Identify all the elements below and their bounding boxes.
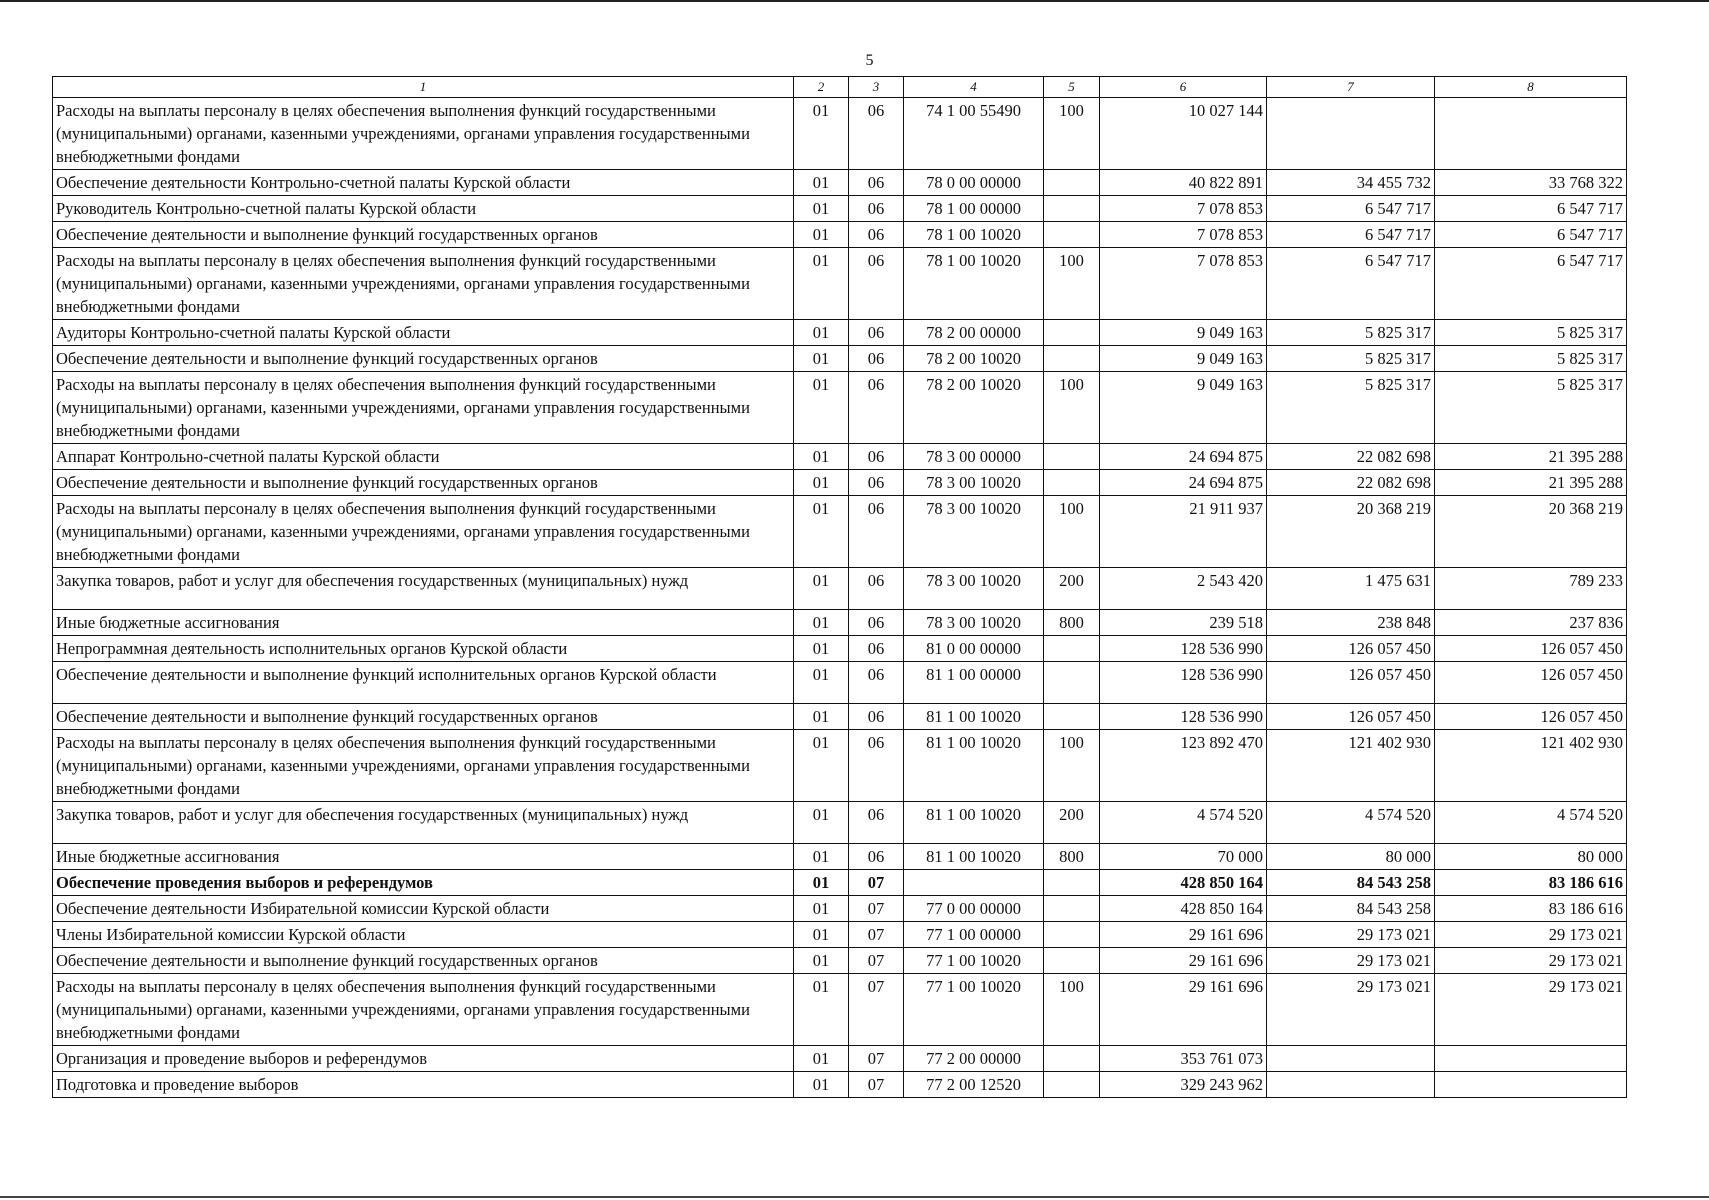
- subsection-code-cell: 06: [849, 170, 904, 196]
- amount-col6-cell: 9 049 163: [1100, 320, 1267, 346]
- amount-col8-cell: 126 057 450: [1435, 704, 1627, 730]
- target-article-cell: 81 0 00 00000: [904, 636, 1044, 662]
- amount-col6-cell: 24 694 875: [1100, 444, 1267, 470]
- table-row: [53, 196, 1627, 222]
- amount-col8-cell: 126 057 450: [1435, 662, 1627, 704]
- section-code-cell: 01: [794, 662, 849, 704]
- target-article-cell: 77 1 00 10020: [904, 948, 1044, 974]
- subsection-code-cell: 06: [849, 496, 904, 568]
- section-code-cell: 01: [794, 248, 849, 320]
- amount-col8-cell: 121 402 930: [1435, 730, 1627, 802]
- amount-col7-cell: 121 402 930: [1267, 730, 1435, 802]
- expense-type-cell: [1044, 1046, 1100, 1072]
- amount-col7-cell: 126 057 450: [1267, 636, 1435, 662]
- table-row: [53, 1046, 1627, 1072]
- amount-col8-cell: 126 057 450: [1435, 636, 1627, 662]
- amount-col7-cell: 126 057 450: [1267, 704, 1435, 730]
- table-row: [53, 372, 1627, 444]
- amount-col7-cell: [1267, 1072, 1435, 1098]
- table-row: [53, 496, 1627, 568]
- amount-col7-cell: [1267, 98, 1435, 170]
- section-code-cell: 01: [794, 170, 849, 196]
- table-row: [53, 222, 1627, 248]
- section-code-cell: 01: [794, 320, 849, 346]
- page-number: 5: [865, 52, 874, 69]
- subsection-code-cell: 06: [849, 444, 904, 470]
- target-article-cell: 78 2 00 00000: [904, 320, 1044, 346]
- amount-col7-cell: 80 000: [1267, 844, 1435, 870]
- table-row: [53, 870, 1627, 896]
- expense-type-cell: [1044, 870, 1100, 896]
- amount-col6-cell: 29 161 696: [1100, 948, 1267, 974]
- amount-col6-cell: 353 761 073: [1100, 1046, 1267, 1072]
- section-code-cell: 01: [794, 610, 849, 636]
- amount-col7-cell: 1 475 631: [1267, 568, 1435, 610]
- subsection-code-cell: 07: [849, 1072, 904, 1098]
- amount-col7-cell: 84 543 258: [1267, 896, 1435, 922]
- amount-col6-cell: 21 911 937: [1100, 496, 1267, 568]
- expense-type-cell: [1044, 170, 1100, 196]
- subsection-code-cell: 06: [849, 844, 904, 870]
- row-name-cell: Иные бюджетные ассигнования: [53, 610, 794, 636]
- amount-col6-cell: 24 694 875: [1100, 470, 1267, 496]
- target-article-cell: 78 3 00 10020: [904, 568, 1044, 610]
- amount-col7-cell: 20 368 219: [1267, 496, 1435, 568]
- table-row: [53, 568, 1627, 610]
- subsection-code-cell: 06: [849, 610, 904, 636]
- column-header-2: 2: [794, 77, 849, 98]
- expense-type-cell: [1044, 444, 1100, 470]
- amount-col8-cell: [1435, 1046, 1627, 1072]
- row-name-cell: Иные бюджетные ассигнования: [53, 844, 794, 870]
- target-article-cell: 77 2 00 12520: [904, 1072, 1044, 1098]
- table-row: [53, 444, 1627, 470]
- section-code-cell: 01: [794, 844, 849, 870]
- amount-col8-cell: 6 547 717: [1435, 222, 1627, 248]
- subsection-code-cell: 06: [849, 704, 904, 730]
- section-code-cell: 01: [794, 1046, 849, 1072]
- row-name-cell: Обеспечение деятельности Контрольно-счетной палаты Курской области: [53, 170, 794, 196]
- expense-type-cell: [1044, 470, 1100, 496]
- row-name-cell: Расходы на выплаты персоналу в целях обеспечения выполнения функций государственными (муниципальными) органами, казенными учреждениями, органами управления государственными внебюджетными фондами: [53, 248, 794, 320]
- section-code-cell: 01: [794, 346, 849, 372]
- expense-type-cell: [1044, 948, 1100, 974]
- amount-col8-cell: 237 836: [1435, 610, 1627, 636]
- table-row: [53, 636, 1627, 662]
- subsection-code-cell: 06: [849, 98, 904, 170]
- expense-type-cell: [1044, 922, 1100, 948]
- target-article-cell: 78 1 00 00000: [904, 196, 1044, 222]
- amount-col8-cell: 4 574 520: [1435, 802, 1627, 844]
- expense-type-cell: [1044, 662, 1100, 704]
- section-code-cell: 01: [794, 974, 849, 1046]
- table-row: [53, 974, 1627, 1046]
- section-code-cell: 01: [794, 870, 849, 896]
- row-name-cell: Обеспечение проведения выборов и референдумов: [53, 870, 794, 896]
- target-article-cell: 81 1 00 10020: [904, 802, 1044, 844]
- amount-col6-cell: 7 078 853: [1100, 248, 1267, 320]
- expense-type-cell: [1044, 222, 1100, 248]
- expense-type-cell: [1044, 346, 1100, 372]
- amount-col7-cell: 6 547 717: [1267, 196, 1435, 222]
- amount-col8-cell: [1435, 98, 1627, 170]
- amount-col6-cell: 70 000: [1100, 844, 1267, 870]
- section-code-cell: 01: [794, 730, 849, 802]
- section-code-cell: 01: [794, 222, 849, 248]
- amount-col6-cell: 40 822 891: [1100, 170, 1267, 196]
- target-article-cell: 78 3 00 00000: [904, 444, 1044, 470]
- amount-col7-cell: 29 173 021: [1267, 922, 1435, 948]
- table-row: [53, 662, 1627, 704]
- amount-col7-cell: 29 173 021: [1267, 948, 1435, 974]
- column-header-8: 8: [1435, 77, 1627, 98]
- table-row: [53, 98, 1627, 170]
- amount-col6-cell: 128 536 990: [1100, 704, 1267, 730]
- amount-col7-cell: 126 057 450: [1267, 662, 1435, 704]
- amount-col6-cell: 29 161 696: [1100, 922, 1267, 948]
- amount-col6-cell: 9 049 163: [1100, 372, 1267, 444]
- table-row: [53, 802, 1627, 844]
- row-name-cell: Обеспечение деятельности и выполнение функций государственных органов: [53, 222, 794, 248]
- expense-type-cell: 200: [1044, 568, 1100, 610]
- row-name-cell: Руководитель Контрольно-счетной палаты Курской области: [53, 196, 794, 222]
- expense-type-cell: [1044, 320, 1100, 346]
- row-name-cell: Члены Избирательной комиссии Курской области: [53, 922, 794, 948]
- subsection-code-cell: 06: [849, 662, 904, 704]
- subsection-code-cell: 06: [849, 222, 904, 248]
- section-code-cell: 01: [794, 496, 849, 568]
- amount-col8-cell: 21 395 288: [1435, 470, 1627, 496]
- target-article-cell: 74 1 00 55490: [904, 98, 1044, 170]
- amount-col8-cell: 21 395 288: [1435, 444, 1627, 470]
- amount-col6-cell: 128 536 990: [1100, 662, 1267, 704]
- expense-type-cell: [1044, 636, 1100, 662]
- column-header-5: 5: [1044, 77, 1100, 98]
- target-article-cell: 78 2 00 10020: [904, 346, 1044, 372]
- subsection-code-cell: 07: [849, 974, 904, 1046]
- row-name-cell: Расходы на выплаты персоналу в целях обеспечения выполнения функций государственными (муниципальными) органами, казенными учреждениями, органами управления государственными внебюджетными фондами: [53, 974, 794, 1046]
- expense-type-cell: [1044, 704, 1100, 730]
- expense-type-cell: 100: [1044, 974, 1100, 1046]
- row-name-cell: Закупка товаров, работ и услуг для обеспечения государственных (муниципальных) нужд: [53, 568, 794, 610]
- row-name-cell: Расходы на выплаты персоналу в целях обеспечения выполнения функций государственными (муниципальными) органами, казенными учреждениями, органами управления государственными внебюджетными фондами: [53, 730, 794, 802]
- expense-type-cell: 200: [1044, 802, 1100, 844]
- scan-bottom-edge: [0, 1196, 1709, 1198]
- row-name-cell: Организация и проведение выборов и референдумов: [53, 1046, 794, 1072]
- amount-col6-cell: 7 078 853: [1100, 222, 1267, 248]
- table-row: [53, 730, 1627, 802]
- expense-type-cell: 800: [1044, 844, 1100, 870]
- row-name-cell: Подготовка и проведение выборов: [53, 1072, 794, 1098]
- subsection-code-cell: 06: [849, 568, 904, 610]
- subsection-code-cell: 07: [849, 870, 904, 896]
- amount-col8-cell: 83 186 616: [1435, 870, 1627, 896]
- amount-col8-cell: 29 173 021: [1435, 974, 1627, 1046]
- subsection-code-cell: 06: [849, 730, 904, 802]
- table-row: [53, 1072, 1627, 1098]
- subsection-code-cell: 06: [849, 248, 904, 320]
- row-name-cell: Обеспечение деятельности и выполнение функций государственных органов: [53, 346, 794, 372]
- table-row: [53, 346, 1627, 372]
- subsection-code-cell: 07: [849, 948, 904, 974]
- table-row: [53, 844, 1627, 870]
- target-article-cell: 78 3 00 10020: [904, 470, 1044, 496]
- expense-type-cell: 100: [1044, 496, 1100, 568]
- amount-col6-cell: 2 543 420: [1100, 568, 1267, 610]
- section-code-cell: 01: [794, 896, 849, 922]
- amount-col7-cell: 29 173 021: [1267, 974, 1435, 1046]
- section-code-cell: 01: [794, 922, 849, 948]
- amount-col8-cell: 29 173 021: [1435, 922, 1627, 948]
- amount-col7-cell: 6 547 717: [1267, 248, 1435, 320]
- amount-col6-cell: 10 027 144: [1100, 98, 1267, 170]
- amount-col6-cell: 329 243 962: [1100, 1072, 1267, 1098]
- section-code-cell: 01: [794, 470, 849, 496]
- section-code-cell: 01: [794, 948, 849, 974]
- expense-type-cell: 100: [1044, 372, 1100, 444]
- section-code-cell: 01: [794, 98, 849, 170]
- row-name-cell: Расходы на выплаты персоналу в целях обеспечения выполнения функций государственными (муниципальными) органами, казенными учреждениями, органами управления государственными внебюджетными фондами: [53, 98, 794, 170]
- amount-col6-cell: 128 536 990: [1100, 636, 1267, 662]
- section-code-cell: 01: [794, 568, 849, 610]
- row-name-cell: Обеспечение деятельности и выполнение функций исполнительных органов Курской области: [53, 662, 794, 704]
- section-code-cell: 01: [794, 1072, 849, 1098]
- target-article-cell: 78 1 00 10020: [904, 248, 1044, 320]
- amount-col7-cell: 6 547 717: [1267, 222, 1435, 248]
- subsection-code-cell: 07: [849, 896, 904, 922]
- expense-type-cell: [1044, 896, 1100, 922]
- amount-col7-cell: 84 543 258: [1267, 870, 1435, 896]
- table-row: [53, 948, 1627, 974]
- section-code-cell: 01: [794, 704, 849, 730]
- row-name-cell: Аудиторы Контрольно-счетной палаты Курской области: [53, 320, 794, 346]
- amount-col6-cell: 123 892 470: [1100, 730, 1267, 802]
- row-name-cell: Закупка товаров, работ и услуг для обеспечения государственных (муниципальных) нужд: [53, 802, 794, 844]
- amount-col8-cell: 5 825 317: [1435, 320, 1627, 346]
- amount-col8-cell: 6 547 717: [1435, 196, 1627, 222]
- subsection-code-cell: 07: [849, 922, 904, 948]
- column-header-3: 3: [849, 77, 904, 98]
- row-name-cell: Аппарат Контрольно-счетной палаты Курской области: [53, 444, 794, 470]
- amount-col8-cell: 83 186 616: [1435, 896, 1627, 922]
- amount-col7-cell: 34 455 732: [1267, 170, 1435, 196]
- row-name-cell: Обеспечение деятельности и выполнение функций государственных органов: [53, 470, 794, 496]
- table-body: [53, 98, 1627, 1098]
- expense-type-cell: 100: [1044, 98, 1100, 170]
- table-row: [53, 704, 1627, 730]
- expense-type-cell: [1044, 196, 1100, 222]
- amount-col6-cell: 239 518: [1100, 610, 1267, 636]
- subsection-code-cell: 07: [849, 1046, 904, 1072]
- section-code-cell: 01: [794, 636, 849, 662]
- expense-type-cell: 100: [1044, 248, 1100, 320]
- section-code-cell: 01: [794, 196, 849, 222]
- row-name-cell: Обеспечение деятельности и выполнение функций государственных органов: [53, 704, 794, 730]
- scan-top-edge: [0, 0, 1709, 2]
- target-article-cell: 78 3 00 10020: [904, 610, 1044, 636]
- amount-col7-cell: 5 825 317: [1267, 372, 1435, 444]
- amount-col8-cell: 5 825 317: [1435, 346, 1627, 372]
- section-code-cell: 01: [794, 444, 849, 470]
- amount-col6-cell: 4 574 520: [1100, 802, 1267, 844]
- amount-col6-cell: 7 078 853: [1100, 196, 1267, 222]
- section-code-cell: 01: [794, 802, 849, 844]
- amount-col7-cell: 5 825 317: [1267, 346, 1435, 372]
- column-header-4: 4: [904, 77, 1044, 98]
- subsection-code-cell: 06: [849, 802, 904, 844]
- target-article-cell: 78 1 00 10020: [904, 222, 1044, 248]
- subsection-code-cell: 06: [849, 636, 904, 662]
- amount-col8-cell: 5 825 317: [1435, 372, 1627, 444]
- column-header-7: 7: [1267, 77, 1435, 98]
- amount-col7-cell: 22 082 698: [1267, 444, 1435, 470]
- table-row: [53, 320, 1627, 346]
- amount-col7-cell: 5 825 317: [1267, 320, 1435, 346]
- amount-col6-cell: 9 049 163: [1100, 346, 1267, 372]
- target-article-cell: 78 0 00 00000: [904, 170, 1044, 196]
- subsection-code-cell: 06: [849, 196, 904, 222]
- subsection-code-cell: 06: [849, 470, 904, 496]
- amount-col7-cell: 4 574 520: [1267, 802, 1435, 844]
- subsection-code-cell: 06: [849, 372, 904, 444]
- target-article-cell: 81 1 00 10020: [904, 844, 1044, 870]
- table-row: [53, 170, 1627, 196]
- column-number-row: [53, 77, 1627, 98]
- amount-col8-cell: 20 368 219: [1435, 496, 1627, 568]
- target-article-cell: 77 2 00 00000: [904, 1046, 1044, 1072]
- amount-col6-cell: 428 850 164: [1100, 870, 1267, 896]
- table-row: [53, 248, 1627, 320]
- target-article-cell: 78 2 00 10020: [904, 372, 1044, 444]
- amount-col6-cell: 29 161 696: [1100, 974, 1267, 1046]
- target-article-cell: 78 3 00 10020: [904, 496, 1044, 568]
- subsection-code-cell: 06: [849, 320, 904, 346]
- amount-col7-cell: 22 082 698: [1267, 470, 1435, 496]
- amount-col8-cell: 789 233: [1435, 568, 1627, 610]
- amount-col8-cell: 33 768 322: [1435, 170, 1627, 196]
- expense-type-cell: 800: [1044, 610, 1100, 636]
- target-article-cell: 77 0 00 00000: [904, 896, 1044, 922]
- table-row: [53, 896, 1627, 922]
- amount-col7-cell: [1267, 1046, 1435, 1072]
- row-name-cell: Обеспечение деятельности Избирательной комиссии Курской области: [53, 896, 794, 922]
- table-row: [53, 922, 1627, 948]
- column-header-6: 6: [1100, 77, 1267, 98]
- amount-col6-cell: 428 850 164: [1100, 896, 1267, 922]
- target-article-cell: 81 1 00 00000: [904, 662, 1044, 704]
- table-row: [53, 470, 1627, 496]
- target-article-cell: 77 1 00 00000: [904, 922, 1044, 948]
- amount-col7-cell: 238 848: [1267, 610, 1435, 636]
- amount-col8-cell: [1435, 1072, 1627, 1098]
- target-article-cell: [904, 870, 1044, 896]
- target-article-cell: 81 1 00 10020: [904, 704, 1044, 730]
- budget-table: [52, 76, 1627, 1098]
- row-name-cell: Расходы на выплаты персоналу в целях обеспечения выполнения функций государственными (муниципальными) органами, казенными учреждениями, органами управления государственными внебюджетными фондами: [53, 496, 794, 568]
- row-name-cell: Непрограммная деятельность исполнительных органов Курской области: [53, 636, 794, 662]
- amount-col8-cell: 29 173 021: [1435, 948, 1627, 974]
- subsection-code-cell: 06: [849, 346, 904, 372]
- target-article-cell: 81 1 00 10020: [904, 730, 1044, 802]
- column-header-1: 1: [53, 77, 794, 98]
- target-article-cell: 77 1 00 10020: [904, 974, 1044, 1046]
- row-name-cell: Обеспечение деятельности и выполнение функций государственных органов: [53, 948, 794, 974]
- table-row: [53, 610, 1627, 636]
- expense-type-cell: [1044, 1072, 1100, 1098]
- amount-col8-cell: 80 000: [1435, 844, 1627, 870]
- amount-col8-cell: 6 547 717: [1435, 248, 1627, 320]
- expense-type-cell: 100: [1044, 730, 1100, 802]
- section-code-cell: 01: [794, 372, 849, 444]
- row-name-cell: Расходы на выплаты персоналу в целях обеспечения выполнения функций государственными (муниципальными) органами, казенными учреждениями, органами управления государственными внебюджетными фондами: [53, 372, 794, 444]
